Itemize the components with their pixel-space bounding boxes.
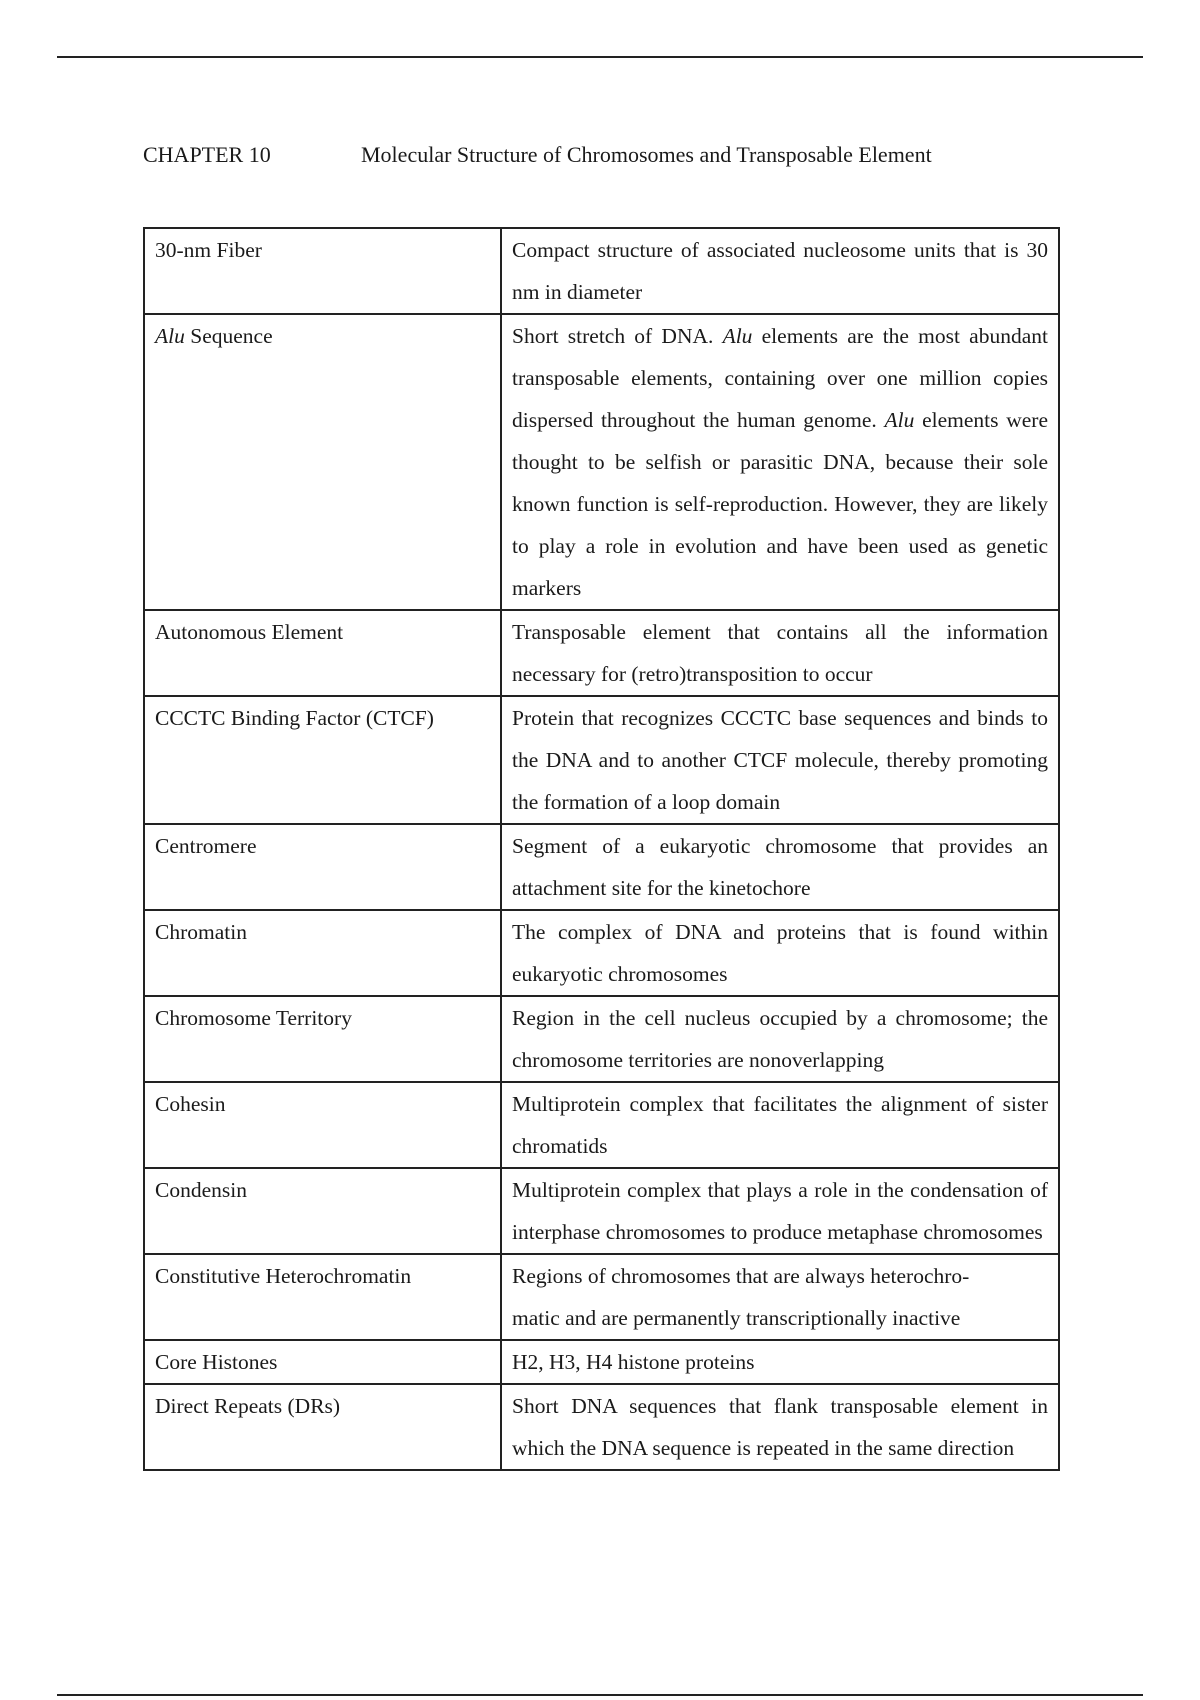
- chapter-title: Molecular Structure of Chromosomes and Transposable Element: [361, 142, 932, 167]
- definition-text: Short stretch of DNA.: [512, 324, 723, 348]
- term-rest: Sequence: [184, 324, 273, 348]
- glossary-term: Constitutive Heterochromatin: [144, 1254, 501, 1340]
- glossary-definition: H2, H3, H4 histone proteins: [501, 1340, 1059, 1384]
- top-rule: [57, 56, 1143, 58]
- glossary-term: Autonomous Element: [144, 610, 501, 696]
- glossary-term: Chromosome Territory: [144, 996, 501, 1082]
- glossary-definition: [501, 314, 1059, 610]
- glossary-definition: Segment of a eukaryotic chromosome that provides an attachment site for the kinetochore: [501, 824, 1059, 910]
- definition-italic: Alu: [722, 324, 753, 348]
- table-row: [144, 228, 1059, 314]
- glossary-term: Centromere: [144, 824, 501, 910]
- glossary-definition: Compact structure of associated nucleosome units that is 30 nm in diameter: [501, 228, 1059, 314]
- glossary-definition: [501, 1254, 1059, 1340]
- table-row: [144, 824, 1059, 910]
- table-row: [144, 910, 1059, 996]
- table-row: [144, 1168, 1059, 1254]
- definition-text: elements are the most abundant transposable elements, containing over one million copies dispersed throughout the human genome.: [512, 324, 1048, 432]
- glossary-definition: Region in the cell nucleus occupied by a chromosome; the chromosome territories are nonoverlapping: [501, 996, 1059, 1082]
- glossary-definition: Multiprotein complex that facilitates the alignment of sister chromatids: [501, 1082, 1059, 1168]
- table-row: [144, 314, 1059, 610]
- table-row: [144, 696, 1059, 824]
- glossary-term: 30-nm Fiber: [144, 228, 501, 314]
- table-row: [144, 1384, 1059, 1470]
- chapter-label: CHAPTER 10: [143, 142, 271, 167]
- glossary-term: [144, 314, 501, 610]
- glossary-table: [143, 227, 1060, 1471]
- glossary-term: Core Histones: [144, 1340, 501, 1384]
- table-row: [144, 1254, 1059, 1340]
- glossary-term: Cohesin: [144, 1082, 501, 1168]
- glossary-definition: Multiprotein complex that plays a role in the condensation of interphase chromosomes to produce metaphase chromosomes: [501, 1168, 1059, 1254]
- glossary-definition: Short DNA sequences that flank transposable element in which the DNA sequence is repeated in the same direction: [501, 1384, 1059, 1470]
- glossary-term: Condensin: [144, 1168, 501, 1254]
- glossary-term: Direct Repeats (DRs): [144, 1384, 501, 1470]
- glossary-definition: Protein that recognizes CCCTC base sequences and binds to the DNA and to another CTCF molecule, thereby promoting the formation of a loop domain: [501, 696, 1059, 824]
- definition-text: elements were thought to be selfish or parasitic DNA, because their sole known function is self-reproduction. However, they are likely to play a role in evolution and have been used as genetic markers: [512, 408, 1049, 600]
- glossary-term: CCCTC Binding Factor (CTCF): [144, 696, 501, 824]
- term-italic: Alu: [155, 324, 185, 348]
- glossary-definition: Transposable element that contains all the information necessary for (retro)transposition to occur: [501, 610, 1059, 696]
- definition-line: Regions of chromosomes that are always heterochro-: [512, 1264, 970, 1288]
- table-row: [144, 996, 1059, 1082]
- definition-line: matic and are permanently transcriptionally inactive: [512, 1306, 961, 1330]
- table-row: [144, 1082, 1059, 1168]
- glossary-term: Chromatin: [144, 910, 501, 996]
- table-row: [144, 610, 1059, 696]
- chapter-header: [143, 141, 932, 169]
- bottom-rule: [57, 1694, 1143, 1696]
- definition-italic: Alu: [884, 408, 915, 432]
- table-row: [144, 1340, 1059, 1384]
- glossary-definition: The complex of DNA and proteins that is found within eukaryotic chromosomes: [501, 910, 1059, 996]
